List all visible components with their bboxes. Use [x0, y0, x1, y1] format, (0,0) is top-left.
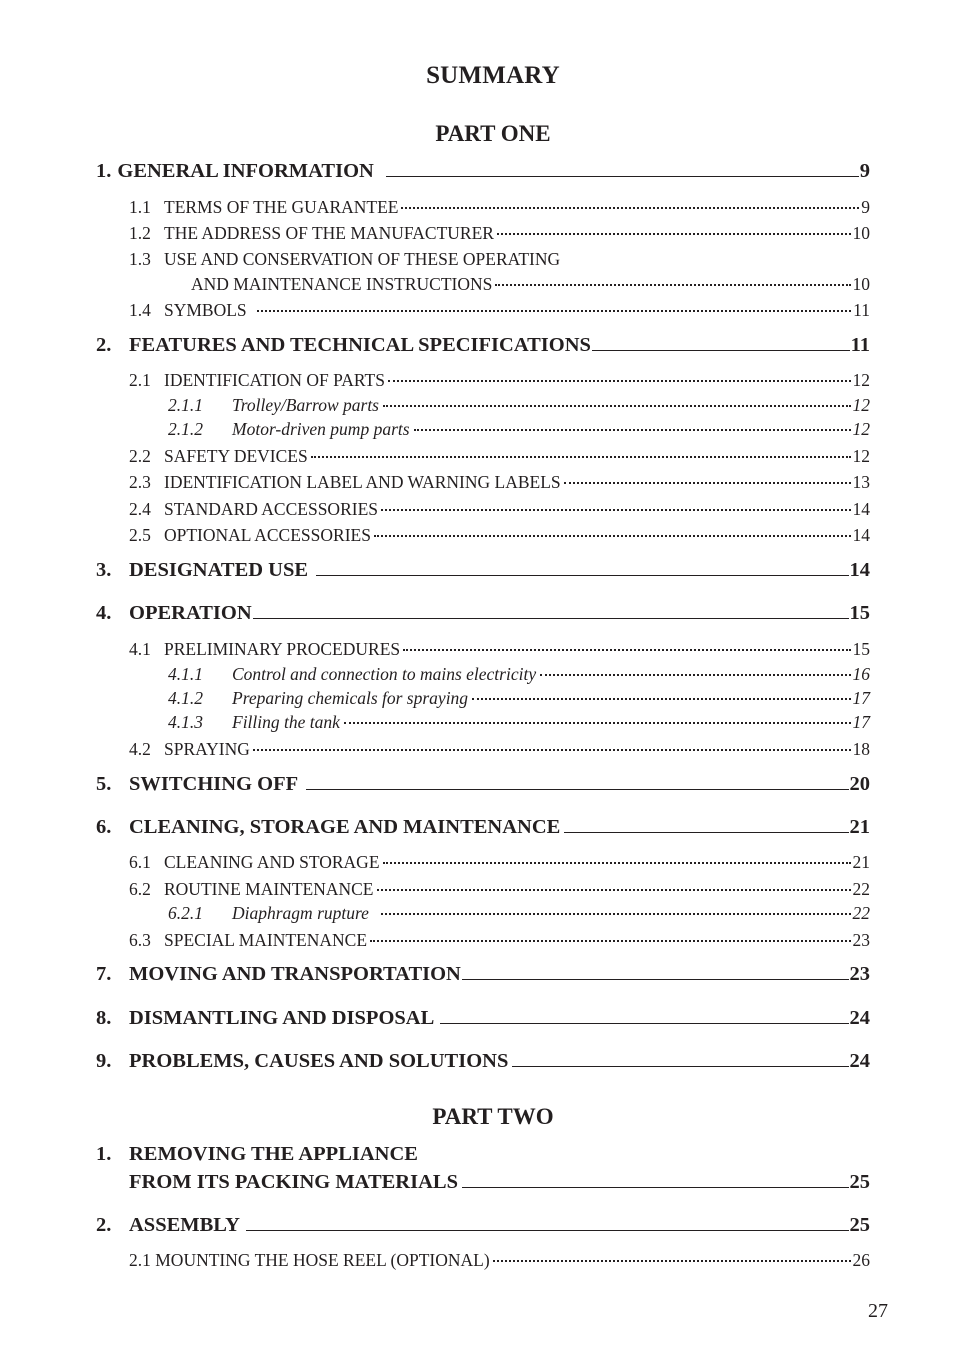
toc-item-2-1[interactable]	[129, 370, 870, 391]
subitem-title: Filling the tank	[232, 712, 340, 732]
subitem-number: 2.1.1	[168, 395, 203, 415]
dot-leader	[374, 535, 851, 537]
toc-item-6-1[interactable]	[129, 852, 870, 873]
dot-leader	[493, 1260, 851, 1262]
page-title: SUMMARY	[426, 62, 560, 89]
item-title: STANDARD ACCESSORIES	[164, 499, 378, 519]
leader-line	[246, 1230, 849, 1231]
dot-leader	[381, 509, 851, 511]
item-number: 4.2	[129, 739, 151, 759]
section-number: 2.	[96, 334, 112, 356]
subitem-number: 6.2.1	[168, 903, 203, 923]
toc-item-1-1[interactable]	[129, 197, 870, 218]
section-page: 20	[849, 773, 870, 795]
section-title: DISMANTLING AND DISPOSAL	[129, 1007, 435, 1029]
subitem-number: 4.1.3	[168, 712, 203, 732]
section-title: FEATURES AND TECHNICAL SPECIFICATIONS	[129, 334, 591, 356]
dot-leader	[381, 913, 851, 915]
item-number: 2.4	[129, 499, 151, 519]
dot-leader	[383, 862, 851, 864]
part-two-title: PART TWO	[432, 1104, 554, 1129]
subitem-title: Motor-driven pump parts	[232, 419, 410, 439]
toc-item-1-4[interactable]	[129, 300, 870, 321]
section-number: 7.	[96, 963, 112, 985]
section-number: 9.	[96, 1050, 112, 1072]
item-number: 1.2	[129, 223, 151, 243]
item-number: 1.1	[129, 197, 151, 217]
toc-section-9[interactable]	[96, 1050, 870, 1073]
section-page: 24	[849, 1007, 870, 1029]
subitem-number: 4.1.2	[168, 688, 203, 708]
item-page: 14	[852, 525, 870, 545]
item-title: SAFETY DEVICES	[164, 446, 308, 466]
item-number: 2.2	[129, 446, 151, 466]
dot-leader	[495, 284, 850, 286]
item-page: 18	[852, 739, 870, 759]
toc-item-4-1[interactable]	[129, 639, 870, 660]
item-title: SYMBOLS	[164, 300, 247, 320]
dot-leader	[311, 456, 851, 458]
section-number: 2.	[96, 1214, 112, 1236]
toc-part2-section-1-line2[interactable]	[96, 1171, 870, 1194]
item-number: 6.3	[129, 930, 151, 950]
item-title: CLEANING AND STORAGE	[164, 852, 380, 872]
section-number: 6.	[96, 816, 112, 838]
dot-leader	[370, 940, 850, 942]
dot-leader	[540, 674, 850, 676]
toc-item-2-3[interactable]	[129, 472, 870, 493]
section-number: 4.	[96, 602, 112, 624]
subitem-number: 2.1.2	[168, 419, 203, 439]
toc-subitem-4-1-3[interactable]	[168, 712, 870, 733]
item-page: 13	[852, 472, 870, 492]
dot-leader	[377, 889, 851, 891]
toc-section-4[interactable]	[96, 602, 870, 625]
dot-leader	[401, 207, 859, 209]
toc-item-1-3-line2[interactable]	[129, 274, 870, 295]
subitem-page: 16	[852, 664, 870, 684]
section-page: 24	[849, 1050, 870, 1072]
leader-line	[306, 789, 848, 790]
dot-leader	[344, 722, 851, 724]
section-number: 3.	[96, 559, 112, 581]
subitem-page: 12	[852, 419, 870, 439]
toc-section-5[interactable]	[96, 773, 870, 796]
section-title: CLEANING, STORAGE AND MAINTENANCE	[129, 816, 561, 838]
item-number: 2.3	[129, 472, 151, 492]
dot-leader	[257, 310, 851, 312]
item-page: 23	[852, 930, 870, 950]
section-title: DESIGNATED USE	[129, 559, 309, 581]
item-page: 10	[852, 274, 870, 294]
leader-line	[253, 618, 849, 619]
section-title: PROBLEMS, CAUSES AND SOLUTIONS	[129, 1050, 509, 1072]
subitem-number: 4.1.1	[168, 664, 203, 684]
subitem-page: 17	[852, 712, 870, 732]
toc-section-6[interactable]	[96, 816, 870, 839]
item-number: 1.3	[129, 249, 151, 269]
toc-item-2-2[interactable]	[129, 446, 870, 467]
leader-line	[462, 979, 849, 980]
toc-section-2[interactable]	[96, 334, 870, 357]
toc-item-2-4[interactable]	[129, 499, 870, 520]
subitem-title: Control and connection to mains electricity	[232, 664, 537, 684]
item-title: OPTIONAL ACCESSORIES	[164, 525, 371, 545]
section-page: 11	[850, 334, 870, 356]
dot-leader	[564, 482, 851, 484]
subitem-title: Trolley/Barrow parts	[232, 395, 379, 415]
leader-line	[462, 1187, 849, 1188]
section-number: 1.	[96, 1143, 112, 1165]
section-title: OPERATION	[129, 602, 252, 624]
dot-leader	[497, 233, 851, 235]
toc-subitem-2-1-1[interactable]	[168, 395, 870, 416]
item-number: 2.1	[129, 370, 151, 390]
section-page: 15	[849, 602, 870, 624]
item-number: 6.2	[129, 879, 151, 899]
toc-subitem-2-1-2[interactable]	[168, 419, 870, 440]
toc-item-2-5[interactable]	[129, 525, 870, 546]
item-page: 15	[852, 639, 870, 659]
item-title: TERMS OF THE GUARANTEE	[164, 197, 399, 217]
item-page: 26	[852, 1250, 870, 1270]
item-number: 4.1	[129, 639, 151, 659]
item-page: 12	[852, 370, 870, 390]
toc-section-1[interactable]	[96, 160, 870, 183]
toc-item-1-2[interactable]	[129, 223, 870, 244]
toc-subitem-6-2-1[interactable]	[168, 903, 870, 924]
section-number: 8.	[96, 1007, 112, 1029]
item-title: THE ADDRESS OF THE MANUFACTURER	[164, 223, 494, 243]
item-page: 11	[853, 300, 870, 320]
item-title: SPRAYING	[164, 739, 250, 759]
item-page: 10	[852, 223, 870, 243]
leader-line	[440, 1023, 848, 1024]
leader-line	[564, 832, 848, 833]
section-title: MOVING AND TRANSPORTATION	[129, 963, 461, 985]
item-title: SPECIAL MAINTENANCE	[164, 930, 368, 950]
toc-item-6-3[interactable]	[129, 930, 870, 951]
dot-leader	[388, 380, 851, 382]
subitem-title: Diaphragm rupture	[232, 903, 369, 923]
item-page: 14	[852, 499, 870, 519]
section-number: 1.	[96, 160, 112, 182]
toc-section-3[interactable]	[96, 559, 870, 582]
subitem-page: 12	[852, 395, 870, 415]
toc-section-8[interactable]	[96, 1007, 870, 1030]
leader-line	[592, 350, 850, 351]
dot-leader	[414, 429, 851, 431]
subitem-page: 22	[852, 903, 870, 923]
item-page: 21	[852, 852, 870, 872]
item-number: 6.1	[129, 852, 151, 872]
leader-line	[512, 1066, 848, 1067]
item-title: PRELIMINARY PROCEDURES	[164, 639, 401, 659]
toc-item-6-2[interactable]	[129, 879, 870, 900]
item-title: IDENTIFICATION OF PARTS	[164, 370, 385, 390]
section-page: 21	[849, 816, 870, 838]
dot-leader	[472, 698, 850, 700]
section-title-line1: REMOVING THE APPLIANCE	[129, 1143, 418, 1165]
section-page: 25	[849, 1214, 870, 1236]
section-page: 25	[849, 1171, 870, 1193]
dot-leader	[403, 649, 850, 651]
section-page: 23	[849, 963, 870, 985]
dot-leader	[253, 749, 851, 751]
dot-leader	[383, 405, 851, 407]
item-number: 2.5	[129, 525, 151, 545]
item-page: 22	[852, 879, 870, 899]
item-title-line2: AND MAINTENANCE INSTRUCTIONS	[191, 274, 493, 294]
section-page: 9	[859, 160, 870, 182]
toc-item-4-2[interactable]	[129, 739, 870, 760]
subitem-page: 17	[852, 688, 870, 708]
item-number: 1.4	[129, 300, 151, 320]
page-number: 27	[868, 1300, 888, 1322]
section-title: ASSEMBLY	[129, 1214, 240, 1236]
item-title-line1: USE AND CONSERVATION OF THESE OPERATING	[164, 249, 561, 269]
item-page: 12	[852, 446, 870, 466]
section-title: SWITCHING OFF	[129, 773, 299, 795]
section-title-line2: FROM ITS PACKING MATERIALS	[129, 1171, 458, 1193]
toc-section-7[interactable]	[96, 963, 870, 986]
section-title: GENERAL INFORMATION	[117, 160, 374, 182]
toc-part2-section-2[interactable]	[96, 1214, 870, 1237]
part-one-title: PART ONE	[435, 121, 551, 146]
toc-subitem-4-1-2[interactable]	[168, 688, 870, 709]
toc-subitem-4-1-1[interactable]	[168, 664, 870, 685]
item-page: 9	[861, 197, 870, 217]
section-page: 14	[849, 559, 870, 581]
section-number: 5.	[96, 773, 112, 795]
toc-item-1-3-line1[interactable]	[129, 249, 870, 270]
subitem-title: Preparing chemicals for spraying	[232, 688, 469, 708]
item-title: 2.1 MOUNTING THE HOSE REEL (OPTIONAL)	[129, 1250, 490, 1270]
item-title: IDENTIFICATION LABEL AND WARNING LABELS	[164, 472, 561, 492]
leader-line	[316, 575, 848, 576]
leader-line	[386, 176, 859, 177]
item-title: ROUTINE MAINTENANCE	[164, 879, 374, 899]
toc-part2-section-1-line1[interactable]	[96, 1143, 870, 1166]
toc-part2-item-2-1[interactable]	[129, 1250, 870, 1271]
